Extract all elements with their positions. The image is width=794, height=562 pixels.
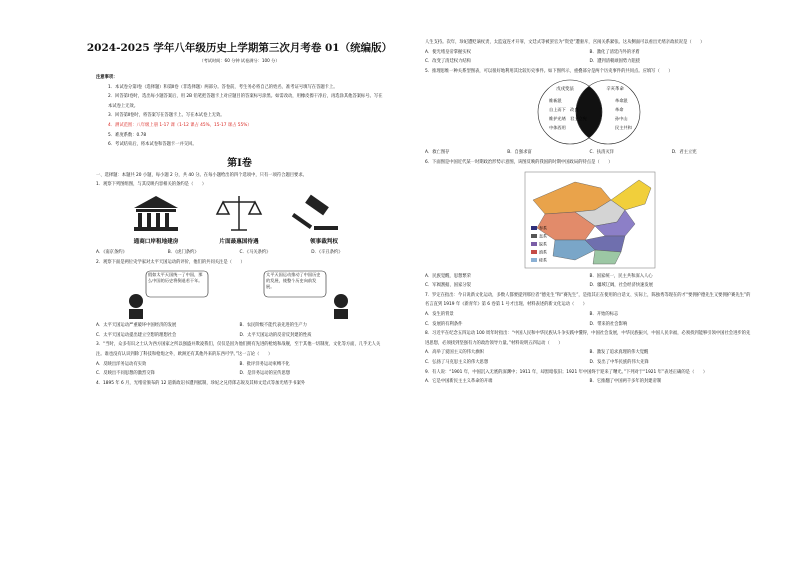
- question-4-stem-cont: 人生支持。次年，珍妃遭贬谪杖责，太监寇连才开罪，文廷式等被罢官为“资党”遭驱斥，宫闱关系紧张。这从侧面可以看出光绪亲政状况是（ ）: [425, 40, 705, 45]
- option-b[interactable]: B．国家统一，民主共和深入人心: [589, 273, 653, 279]
- option-c[interactable]: C．扶清灭洋: [589, 150, 614, 156]
- option-d[interactable]: D．遭到清朝顽固势力阻挠: [589, 59, 641, 65]
- option-c[interactable]: C．改变了清廷权力结构: [425, 59, 471, 65]
- option-c[interactable]: C．弘扬了马克思主义的伟大思想: [425, 359, 489, 365]
- legend-label: 桂系: [539, 257, 547, 263]
- caption-1: 通商口岸租地建房: [133, 238, 179, 245]
- option-a[interactable]: A．发生的背景: [425, 311, 454, 317]
- option-a[interactable]: A．太平天国运动严重破坏中国经济的发展: [96, 323, 177, 329]
- notice-item: 3．回答第Ⅱ卷时，将答案写在答题卡上。写在本试卷上无效。: [108, 113, 225, 119]
- historian-left-icon: [129, 294, 143, 319]
- question-3-options-row1: [96, 360, 383, 370]
- option-a[interactable]: A．救亡图存: [425, 150, 450, 156]
- question-7-options-row1: [425, 310, 754, 320]
- exam-subtitle: （考试时间：60 分钟 试卷满分：100 分）: [199, 58, 280, 63]
- legend-label: 直系: [539, 233, 547, 239]
- venn-right-item: 民主共和: [615, 125, 632, 131]
- option-a[interactable]: A．高举了爱国主义的伟大旗帜: [425, 350, 484, 356]
- question-5-options: [425, 148, 754, 158]
- question-6-stem: 6．下面图是中国近代某一时期政治形势示意图，该图反映的我国的时期中国政局的特点是（ ）: [425, 159, 613, 165]
- question-2-figure: [96, 269, 383, 319]
- question-7-stem: 7．罗定在指出：今日说新文化运动，多数人都要提到那位者“德先生”和“赛先生”，是指其正在使用的白话文、实际上，陈独秀等现在的才“要拥护德先生又要拥护赛先生”的名言直到 1919 年《新青年》第 6 卷第 1 号才出现。材料表述的新文化运动（ ）: [425, 292, 751, 308]
- venn-left-item: 中体西用: [549, 125, 566, 131]
- legend-label: 奉系: [539, 225, 547, 231]
- option-c[interactable]: C．《马关条约》: [239, 249, 271, 255]
- option-b[interactable]: B．它推翻了中国两千多年的封建帝制: [589, 379, 662, 385]
- option-d[interactable]: D．太平天国运动的反帝反封建的性质: [239, 332, 312, 338]
- question-4-options-row1: [425, 48, 754, 58]
- option-a[interactable]: A．它是中国新民主主义革命的开端: [425, 379, 493, 385]
- option-b[interactable]: B．农民阶级不能代表先进的生产力: [239, 323, 307, 329]
- section-intro: 一、选择题：本题共 20 小题，每小题 2 分，共 40 分。在每小题给出的四个选项中，只有一项符合题目要求。: [96, 172, 307, 178]
- question-9-stem: 9．有人说：“1901 年，中国沉入无底的深渊中；1911 年，却黑暗依旧；1921 年中国终于迎来了曙光。”下列对于“1921 年”表述正确的是（ ）: [425, 369, 708, 375]
- option-a[interactable]: A．《南京条约》: [96, 249, 127, 255]
- notice-item: 2．回答第Ⅰ卷时，选出每小题答案后，用 2B 铅笔把答题卡上对应题目的答案标号涂黑。如需改动，用橡皮擦干净后，再选涂其他答案标号。写在本试卷上无效。: [108, 94, 383, 109]
- question-4-options-row2: [425, 57, 754, 67]
- question-3-options-row2: [96, 369, 383, 379]
- question-1-options: [96, 248, 383, 258]
- bubble-right-text: 太平天国运动推动了中国历史的发展，使整个历史向前发展。: [266, 272, 321, 290]
- venn-left-title: 戊戌变法: [556, 87, 574, 93]
- question-1-icons: [96, 192, 383, 246]
- question-6-options-row1: [425, 272, 754, 282]
- question-9-options-row1: [425, 377, 754, 387]
- legend-label: 皖系: [539, 241, 547, 247]
- option-d[interactable]: D．疆域辽阔，社会经济快速发展: [589, 283, 653, 289]
- option-b[interactable]: B．批评洋务运动束缚不化: [239, 361, 290, 367]
- venn-left-item: 自上而下: [549, 107, 566, 113]
- question-4-stem: 4．1895 年 6 月，光绪帝颁布的 12 道新政诏书遭到抵制，珍妃之兄侍郎志锐及其师文廷式等加光绪手书案外: [96, 380, 306, 386]
- option-a[interactable]: A．使光绪皇帝掌握实权: [425, 49, 471, 55]
- question-7-options-row2: [425, 320, 754, 330]
- section-title: 第Ⅰ卷: [227, 157, 252, 169]
- option-c[interactable]: C．发展的有利条件: [425, 321, 463, 327]
- venn-right-item: 革命: [615, 107, 624, 113]
- venn-left-item: 维新派: [549, 98, 562, 104]
- option-b[interactable]: B．激化了清廷内外的矛盾: [589, 49, 640, 55]
- question-8-options-row1: [425, 348, 754, 358]
- option-c[interactable]: C．反映出不同思想的激烈交锋: [96, 371, 155, 377]
- option-a[interactable]: A．反映出洋务运动有实效: [96, 361, 147, 367]
- option-b[interactable]: B．《虎门条约》: [167, 249, 199, 255]
- option-c[interactable]: C．太平天国运动提出建立空想的理想社会: [96, 332, 177, 338]
- bubble-left-text: 假如太平天国统一了中国，那么中国的历史将倒退若干年。: [148, 272, 203, 284]
- question-5-stem: 5．推理思维一种关系型图表，可以很好地利用其比较历史事件。如下图所示，重叠部分是两个历史事件的共同点。应填写（ ）: [425, 68, 673, 74]
- question-6-options-row2: [425, 281, 754, 291]
- gavel-icon: [292, 195, 338, 230]
- venn-left-item2: 君主立宪: [570, 116, 587, 122]
- notice-block: [96, 73, 383, 150]
- venn-left-item2: 改良: [570, 107, 579, 113]
- venn-right-item: 革命派: [615, 98, 628, 104]
- venn-right-item: 孙中山: [615, 116, 628, 122]
- question-2-options-row1: [96, 321, 383, 331]
- question-3-stem: 3．“当时，众多有识之士认为西方国家之所以强盛并欺凌我们，仅仅是因为他们拥有先进的枪炮和战舰，至于其他一切制度、文化等方面，几乎无人关注。谁也没有认识到除了科技和枪炮之外，欧洲还有其他外来的东西可学。”这一言论（ ）: [96, 342, 381, 357]
- option-d[interactable]: D．是洋务运动的宣传思想: [239, 371, 291, 377]
- scales-icon: [217, 196, 261, 230]
- option-b[interactable]: B．激发了追求真理的伟大觉醒: [589, 350, 649, 356]
- notice-item: 5．难度系数：0.78: [108, 132, 147, 138]
- right-page: [397, 0, 794, 562]
- caption-3: 领事裁判权: [310, 238, 338, 245]
- option-d[interactable]: D．发出了中华民族的伟大先锋: [589, 359, 649, 365]
- building-icon: [134, 196, 178, 231]
- question-5-venn: [425, 78, 754, 146]
- venn-left-item: 维护光绪: [549, 116, 566, 122]
- question-8-options-row2: [425, 358, 754, 368]
- question-1-figure: [96, 192, 383, 246]
- option-c[interactable]: C．军阀割据，国家分裂: [425, 283, 471, 289]
- caption-2: 片面最惠国待遇: [219, 238, 259, 245]
- legend-label: 滇系: [539, 249, 547, 255]
- option-b[interactable]: B．开始的标志: [589, 311, 619, 317]
- venn-overlap: [576, 87, 602, 138]
- question-2-stem: 2．观察下面是两位史学家对太平天国运动的评价，他们的共同关注是（ ）: [96, 259, 245, 265]
- option-d[interactable]: D．君主立宪: [671, 150, 697, 156]
- question-6-map: [425, 170, 754, 270]
- notice-item: 1．本试卷分第Ⅰ卷（选择题）和第Ⅱ卷（非选择题）两部分。答卷前，考生务必将自己的姓名、准考证号填写在答题卡上。: [108, 84, 338, 90]
- question-2-options-row2: [96, 331, 383, 341]
- option-b[interactable]: B．自强求富: [507, 150, 532, 156]
- exam-title: 2024-2025 学年八年级历史上学期第三次月考卷 01（统编版）: [86, 42, 393, 54]
- historian-right-icon: [334, 294, 348, 319]
- option-a[interactable]: A．民族觉醒，思想繁荣: [425, 273, 471, 279]
- question-1-stem: 1．观察下列图组图，与其反映内容相关的条约是（ ）: [96, 182, 207, 188]
- notice-item: 6．考试结束后，将本试卷和答题卡一并交回。: [108, 142, 197, 148]
- option-d[interactable]: D．《辛丑条约》: [311, 249, 343, 255]
- notice-item-scope: 4．测试范围：八年级上册 1-17 课（1-12 课占 45%，15-17 课占 55%）: [108, 122, 252, 128]
- notice-heading: 注意事项：: [96, 75, 118, 80]
- venn-right-title: 辛亥革命: [606, 87, 624, 93]
- option-d[interactable]: D．带来的社会影响: [589, 321, 628, 327]
- question-8-stem: 8．习近平在纪念五四运动 100 周年时指出：“中国人民和中华民族从斗争实践中懂得，中国社会发展，中华民族振兴，中国人民幸福，必须找到能够引领中国社会进步的先进思想，必须找到坚强有力的政治领导力量。”材料说明五四运动（ ）: [425, 331, 751, 346]
